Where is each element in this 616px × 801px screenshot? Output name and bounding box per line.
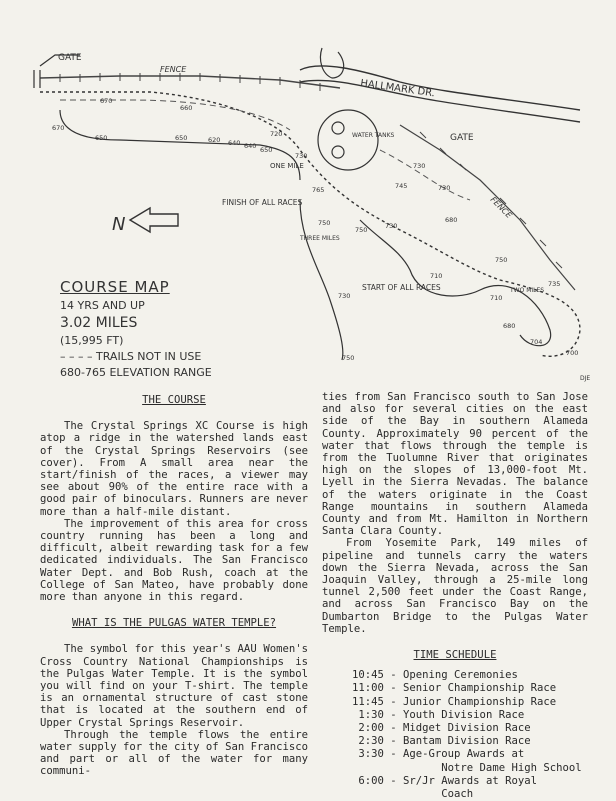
schedule-row [322, 735, 588, 748]
legend-trails-text: TRAILS NOT IN USE [96, 350, 202, 363]
legend-trails [60, 350, 212, 363]
schedule-event: - Youth Division Race [383, 708, 525, 721]
label-initials: DJE [580, 375, 591, 382]
elevation-label: 750 [355, 226, 368, 234]
schedule-row [322, 775, 588, 801]
schedule-row [322, 669, 588, 682]
label-fence-top: FENCE [160, 65, 187, 74]
elevation-label: 650 [95, 134, 108, 142]
course-paragraph: The Crystal Springs XC Course is high atop a ridge in the watershed lands east of the Crystal Springs Reservoirs (see cover). From A small area near the start/finish of the races, a viewer may see about 90% of the entire race with a good pair of binoculars. Runners are never more than a half-mile distant. [40, 420, 308, 518]
label-water-tanks: WATER TANKS [352, 132, 395, 139]
elevation-label: 730 [385, 222, 398, 230]
elevation-label: 700 [566, 349, 579, 357]
label-start: START OF ALL RACES [362, 283, 441, 292]
left-column [40, 394, 308, 778]
label-finish: FINISH OF ALL RACES [222, 198, 303, 207]
legend-trails-key: – – – – [60, 350, 93, 363]
schedule-row [322, 722, 588, 735]
schedule-time: 3:30 [352, 748, 384, 761]
schedule-heading: TIME SCHEDULE [413, 649, 497, 662]
elevation-label: 710 [490, 294, 503, 302]
schedule-time: 6:00 [352, 774, 384, 787]
schedule-row [322, 682, 588, 695]
road-loop [320, 48, 343, 78]
label-three-miles: THREE MILES [300, 235, 340, 242]
schedule-time: 2:00 [352, 722, 384, 735]
schedule-event: - Bantam Division Race [383, 735, 531, 748]
elevation-label: 730 [295, 152, 308, 160]
elevation-label: 745 [395, 182, 408, 190]
course-paragraph: The improvement of this area for cross country running has been a long and difficult, albeit rewarding task for a few dedicated individuals. The San Francisco Water Dept. and Bob Rush, coach at the College of San Mateo, have probably done more than anyone in this regard. [40, 517, 308, 604]
elevation-label: 730 [438, 184, 451, 192]
temple-paragraph: From Yosemite Park, 149 miles of pipeline and tunnels carry the waters down the Sierra Nevada, across the San Joaquin Valley, through a 25-mile long tunnel 2,500 feet under the Coast Range, and across San Francisco Bay on the Dumbarton Bridge to the Pulgas Water Temple. [322, 537, 588, 635]
course-path-loop [60, 110, 300, 180]
elevation-label: 704 [530, 338, 543, 346]
north-arrow-icon [130, 208, 178, 232]
elevation-label: 680 [445, 216, 458, 224]
schedule-event: - Opening Ceremonies [383, 669, 518, 682]
elevation-label: 750 [342, 354, 355, 362]
right-column [322, 391, 588, 801]
temple-paragraph: ties from San Francisco south to San Jose and also for several cities on the east side of the Bay in southern Alameda County. Approximately 90 percent of the water that flows through the temple is from the Tuolumne River that originates high on the slopes of 13,000-foot Mt. Lyell in the Sierra Nevadas. The balance of the waters originate in the Coast Range mountains in southern Alameda County and from Mt. Hamilton in Northern Santa Clara County. [322, 391, 588, 538]
elevation-label: 670 [52, 124, 65, 132]
temple-heading: WHAT IS THE PULGAS WATER TEMPLE? [71, 617, 277, 630]
schedule-row [322, 696, 588, 709]
label-road: HALLMARK DR. [359, 78, 436, 100]
schedule-list [322, 669, 588, 801]
label-two-miles: TWO MILES [510, 287, 545, 294]
elevation-label: 680 [503, 322, 516, 330]
label-gate-right: GATE [450, 133, 474, 143]
schedule-row [322, 748, 588, 774]
legend-age: 14 YRS AND UP [60, 299, 145, 312]
schedule-time: 11:45 [352, 695, 384, 708]
elevation-label: 640 [244, 142, 257, 150]
elevation-label: 620 [208, 136, 221, 144]
temple-paragraph: The symbol for this year's AAU Women's Cross Country National Championships is the Pulgas Water Temple. It is the symbol you will find on your T-shirt. The temple is an ornamental structure of cast stone that is located at the southern end of Upper Crystal Springs Reservoir. [40, 643, 308, 729]
elevation-label: 660 [180, 104, 193, 112]
water-tank-ring [318, 110, 378, 170]
elevation-label: 670 [100, 97, 113, 105]
elevation-label: 650 [260, 146, 273, 154]
label-gate-left: GATE [58, 53, 82, 63]
legend-feet: (15,995 FT) [60, 334, 124, 347]
schedule-event: - Sr/Jr Awards at Royal Coach [390, 774, 537, 801]
schedule-event: - Midget Division Race [383, 722, 531, 735]
map-legend [60, 278, 212, 379]
legend-range-text: ELEVATION RANGE [109, 366, 212, 379]
schedule-time: 11:00 [352, 682, 384, 695]
legend-range [60, 366, 212, 379]
legend-range-key: 680-765 [60, 366, 106, 379]
legend-distance: 3.02 MILES [60, 315, 138, 331]
elevation-label: 650 [175, 134, 188, 142]
label-north: N [112, 214, 126, 235]
schedule-event: - Age-Group Awards at Notre Dame High School [390, 748, 582, 774]
legend-title: COURSE MAP [60, 278, 170, 296]
fence-line [40, 76, 340, 88]
elevation-label: 765 [312, 186, 325, 194]
schedule-time: 1:30 [352, 708, 384, 721]
elevation-label: 750 [318, 219, 331, 227]
elevation-label: 730 [338, 292, 351, 300]
label-one-mile: ONE MILE [270, 162, 304, 170]
road-edge [300, 80, 580, 122]
schedule-time: 2:30 [352, 735, 384, 748]
schedule-time: 10:45 [352, 669, 384, 682]
schedule-event: - Senior Championship Race [383, 682, 557, 695]
elevation-label: 735 [548, 280, 561, 288]
water-tank [332, 146, 344, 158]
temple-paragraph: Through the temple flows the entire water supply for the city of San Francisco and part or all of the water for many communi- [40, 728, 308, 778]
course-heading: THE COURSE [142, 394, 206, 406]
schedule-row [322, 709, 588, 722]
elevation-label: 640 [228, 139, 241, 147]
elevation-label: 720 [270, 130, 283, 138]
elevation-label: 730 [413, 162, 426, 170]
fence-right [400, 125, 575, 290]
elevation-label: 710 [430, 272, 443, 280]
water-tank [332, 122, 344, 134]
label-fence-right: FENCE [488, 195, 514, 220]
elevation-label: 750 [495, 256, 508, 264]
schedule-event: - Junior Championship Race [383, 695, 557, 708]
